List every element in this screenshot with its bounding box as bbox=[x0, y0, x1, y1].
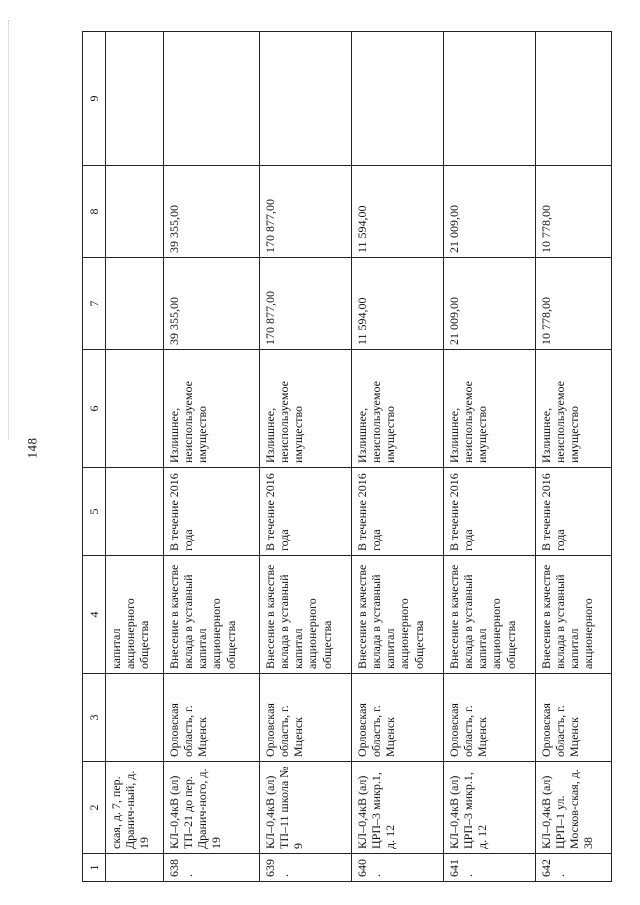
row-number-cell: 640. bbox=[352, 854, 444, 882]
note-cell bbox=[536, 32, 612, 166]
book-value-cell: 10 778,00 bbox=[536, 258, 612, 350]
header-cell: 3 bbox=[83, 674, 106, 762]
term-cell: В течение 2016 года bbox=[260, 468, 352, 556]
disposal-method-cell: Внесение в качестве вклада в уставный капитал акционерного общества bbox=[260, 556, 352, 674]
table-row bbox=[536, 32, 612, 882]
object-name-cell: КЛ–0,4кВ (ал) ЦРП–3 микр.1, д. 12 bbox=[352, 762, 444, 854]
object-name-cell: КЛ–0,4кВ (ал) ЦРП–3 микр.1, д. 12 bbox=[444, 762, 536, 854]
location-cell: Орловская область, г. Мценск bbox=[352, 674, 444, 762]
header-cell: 5 bbox=[83, 468, 106, 556]
residual-value-cell: 39 355,00 bbox=[164, 166, 260, 258]
note-cell bbox=[260, 32, 352, 166]
disposal-method-cell: капитал акционерного общества bbox=[106, 556, 164, 674]
object-name-cell: КЛ–0,4кВ (ал) ТП–21 до пер. Дранич-ного, д. 19 bbox=[164, 762, 260, 854]
book-value-cell bbox=[106, 258, 164, 350]
document-stage bbox=[82, 32, 612, 882]
header-cell: 6 bbox=[83, 350, 106, 468]
table-row bbox=[260, 32, 352, 882]
note-cell bbox=[352, 32, 444, 166]
location-cell: Орловская область, г. Мценск bbox=[260, 674, 352, 762]
rotated-table-wrapper bbox=[82, 32, 612, 882]
residual-value-cell: 11 594,00 bbox=[352, 166, 444, 258]
term-cell: В течение 2016 года bbox=[444, 468, 536, 556]
disposal-method-cell: Внесение в качестве вклада в уставный капитал акционерного общества bbox=[164, 556, 260, 674]
location-cell: Орловская область, г. Мценск bbox=[536, 674, 612, 762]
term-cell bbox=[106, 468, 164, 556]
row-number-cell: 641. bbox=[444, 854, 536, 882]
header-cell: 4 bbox=[83, 556, 106, 674]
note-cell bbox=[106, 32, 164, 166]
reason-cell: Излишнее, неиспользуемое имущество bbox=[536, 350, 612, 468]
disposal-method-cell: Внесение в качестве вклада в уставный капитал акционерного общества bbox=[444, 556, 536, 674]
row-number-cell: 638. bbox=[164, 854, 260, 882]
term-cell: В течение 2016 года bbox=[536, 468, 612, 556]
table-row bbox=[106, 32, 164, 882]
table-body bbox=[106, 32, 612, 882]
reason-cell: Излишнее, неиспользуемое имущество bbox=[164, 350, 260, 468]
location-cell: Орловская область, г. Мценск bbox=[164, 674, 260, 762]
location-cell bbox=[106, 674, 164, 762]
disposal-method-cell: Внесение в качестве вклада в уставный капитал акционерного общества bbox=[352, 556, 444, 674]
note-cell bbox=[164, 32, 260, 166]
row-number-cell: 639. bbox=[260, 854, 352, 882]
book-value-cell: 21 009,00 bbox=[444, 258, 536, 350]
row-number-cell bbox=[106, 854, 164, 882]
table-row bbox=[444, 32, 536, 882]
object-name-cell: КЛ–0,4кВ (ал) ТП–11 школа № 9 bbox=[260, 762, 352, 854]
header-cell: 8 bbox=[83, 166, 106, 258]
book-value-cell: 11 594,00 bbox=[352, 258, 444, 350]
note-cell bbox=[444, 32, 536, 166]
property-table bbox=[82, 31, 612, 882]
residual-value-cell: 10 778,00 bbox=[536, 166, 612, 258]
scan-margin-marks bbox=[8, 20, 11, 440]
disposal-method-cell: Внесение в качестве вклада в уставный капитал акционерного bbox=[536, 556, 612, 674]
table-row bbox=[164, 32, 260, 882]
book-value-cell: 170 877,00 bbox=[260, 258, 352, 350]
header-cell: 1 bbox=[83, 854, 106, 882]
term-cell: В течение 2016 года bbox=[164, 468, 260, 556]
residual-value-cell: 170 877,00 bbox=[260, 166, 352, 258]
term-cell: В течение 2016 года bbox=[352, 468, 444, 556]
reason-cell bbox=[106, 350, 164, 468]
reason-cell: Излишнее, неиспользуемое имущество bbox=[352, 350, 444, 468]
header-cell: 9 bbox=[83, 32, 106, 166]
header-cell: 2 bbox=[83, 762, 106, 854]
table-header-row bbox=[83, 32, 106, 882]
object-name-cell: ская, д. 7, пер. Дранич-ный, д. 19 bbox=[106, 762, 164, 854]
object-name-cell: КЛ–0,4кВ (ал) ЦРП–1 ул. Москов-ская, д. 38 bbox=[536, 762, 612, 854]
location-cell: Орловская область, г. Мценск bbox=[444, 674, 536, 762]
residual-value-cell bbox=[106, 166, 164, 258]
book-value-cell: 39 355,00 bbox=[164, 258, 260, 350]
row-number-cell: 642. bbox=[536, 854, 612, 882]
reason-cell: Излишнее, неиспользуемое имущество bbox=[444, 350, 536, 468]
reason-cell: Излишнее, неиспользуемое имущество bbox=[260, 350, 352, 468]
page-number: 148 bbox=[24, 437, 40, 459]
table-row bbox=[352, 32, 444, 882]
residual-value-cell: 21 009,00 bbox=[444, 166, 536, 258]
header-cell: 7 bbox=[83, 258, 106, 350]
